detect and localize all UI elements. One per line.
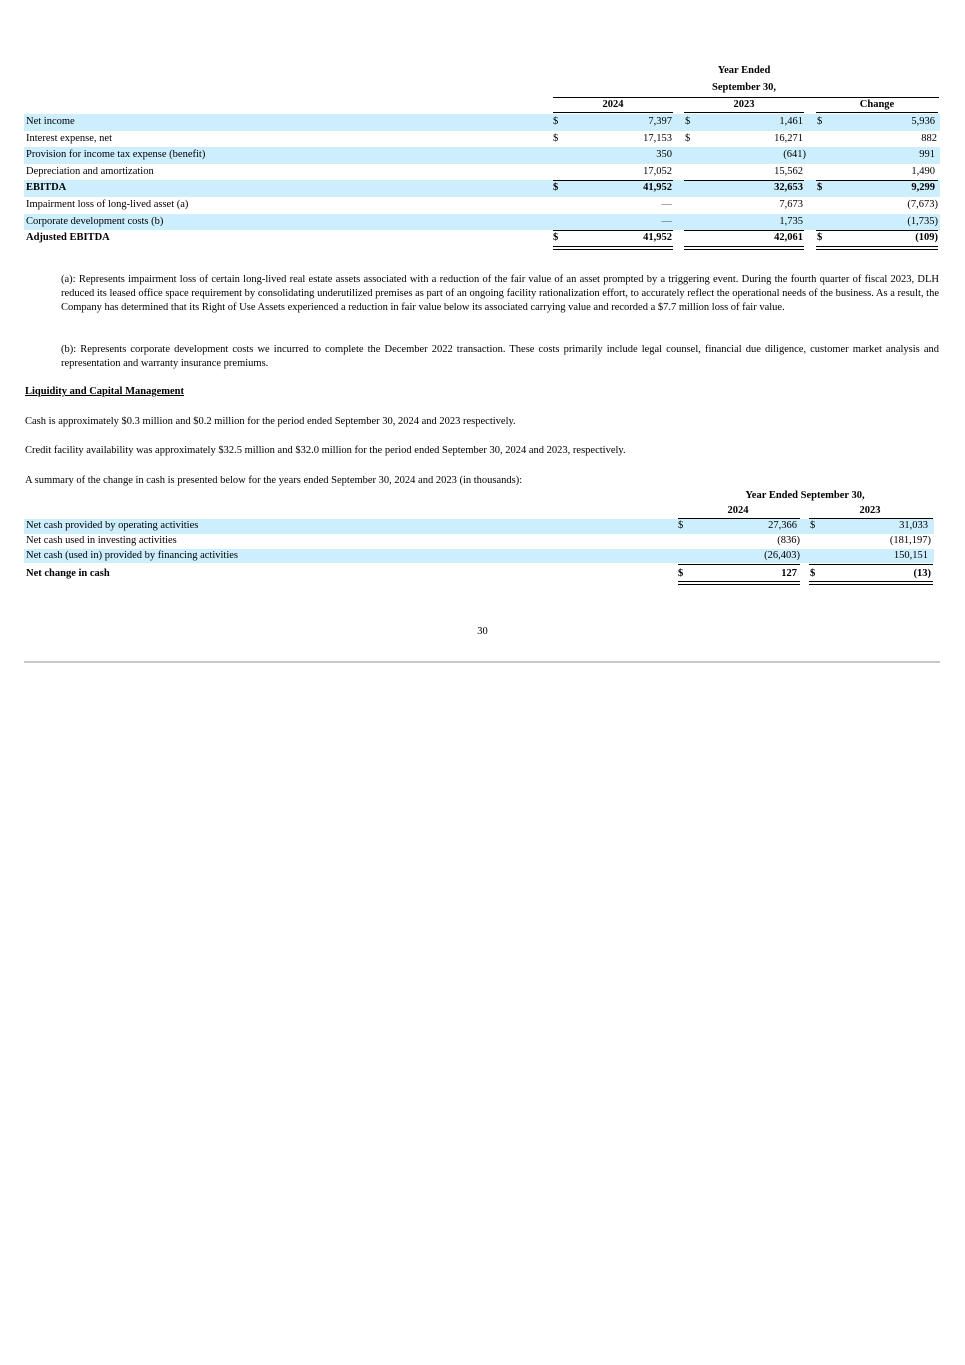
value-2024: 17,153	[643, 132, 672, 144]
value-2024: 127	[781, 568, 797, 580]
table-row	[24, 114, 940, 131]
currency-change: $	[817, 182, 823, 194]
value-2024: (26,403)	[764, 549, 800, 561]
currency-2024: $	[678, 520, 684, 531]
row-label: Net cash (used in) provided by financing activities	[26, 549, 238, 561]
value-2023: 32,653	[774, 182, 803, 194]
ebitda-col-rule-2024	[553, 112, 673, 113]
value-2024: (836)	[777, 534, 800, 546]
ebitda-header-year-ended: Year Ended	[717, 65, 771, 76]
currency-change: $	[817, 116, 823, 127]
table-row	[24, 230, 940, 247]
value-2024: 350	[656, 149, 672, 161]
row-label: Interest expense, net	[26, 132, 113, 144]
liquidity-heading: Liquidity and Capital Management	[25, 386, 184, 397]
value-2024: 41,952	[643, 232, 672, 244]
subtotal-rule	[684, 180, 804, 181]
value-change: (109)	[915, 232, 938, 244]
value-change: 5,936	[911, 116, 935, 127]
ebitda-col-rule-2023	[684, 112, 804, 113]
note-b: (b): Represents corporate development costs we incurred to complete the December 2022 transaction. These costs primarily include legal counsel, financial due diligence, customer market analysis and representation and warranty insurance premiums.	[61, 344, 939, 370]
value-change: 882	[921, 132, 937, 144]
subtotal-rule	[553, 230, 673, 231]
table-row	[24, 180, 940, 197]
value-2023: (641)	[783, 149, 806, 161]
ebitda-table	[24, 64, 940, 250]
table-row	[24, 534, 934, 549]
subtotal-rule	[553, 180, 673, 181]
ebitda-col-2024: 2024	[602, 99, 624, 110]
value-2023: 1,461	[779, 116, 803, 127]
table-row	[24, 164, 940, 181]
value-2023: 7,673	[779, 198, 803, 210]
value-change: 1,490	[911, 165, 935, 177]
row-label: Impairment loss of long-lived asset (a)	[26, 198, 189, 210]
value-2024: 17,052	[643, 165, 672, 177]
value-2024: —	[661, 215, 672, 227]
subtotal-rule	[678, 564, 800, 565]
value-2023: 1,735	[779, 215, 803, 227]
row-label: Net income	[26, 116, 75, 127]
value-2023: (181,197)	[889, 534, 931, 546]
ebitda-header-september: September 30,	[712, 82, 776, 93]
subtotal-rule	[809, 564, 933, 565]
cash-header-title: Year Ended September 30,	[745, 490, 865, 501]
value-change: 991	[919, 149, 935, 161]
row-label: Net change in cash	[26, 568, 110, 580]
value-2023: 16,271	[774, 132, 803, 144]
value-2024: —	[661, 198, 672, 210]
cash-text: Cash is approximately $0.3 million and $0.2 million for the period ended September 30, 2024 and 2023 respectively.	[25, 416, 516, 427]
value-change: 9,299	[911, 182, 935, 194]
subtotal-rule	[816, 230, 938, 231]
table-row	[24, 147, 940, 164]
credit-facility-text: Credit facility availability was approximately $32.5 million and $32.0 million for the period ended September 30, 2024 and 2023, respectively.	[25, 445, 626, 456]
row-label: Depreciation and amortization	[26, 165, 154, 177]
row-label: EBITDA	[26, 182, 67, 194]
total-double-rule	[553, 246, 673, 250]
cash-col-2023: 2023	[859, 505, 881, 516]
summary-text: A summary of the change in cash is presented below for the years ended September 30, 2024 and 2023 (in thousands):	[25, 475, 523, 486]
subtotal-rule	[816, 180, 938, 181]
ebitda-col-change: Change	[859, 99, 895, 110]
value-change: (1,735)	[907, 215, 938, 227]
ebitda-col-2023: 2023	[733, 99, 755, 110]
currency-2023: $	[685, 116, 691, 127]
page-number: 30	[477, 626, 488, 637]
cash-flow-table	[24, 489, 934, 589]
currency-2023: $	[810, 568, 816, 580]
page-divider	[24, 661, 940, 663]
total-double-rule	[809, 581, 933, 585]
table-row	[24, 214, 940, 231]
value-2024: 41,952	[643, 182, 672, 194]
table-row	[24, 549, 934, 564]
currency-2024: $	[553, 232, 559, 244]
currency-2023: $	[810, 520, 816, 531]
table-row	[24, 197, 940, 214]
total-double-rule	[684, 246, 804, 250]
value-2024: 27,366	[768, 520, 797, 531]
value-2023: 42,061	[774, 232, 803, 244]
cash-col-2024: 2024	[727, 505, 749, 516]
table-row	[24, 131, 940, 148]
currency-2024: $	[553, 132, 559, 144]
value-change: (7,673)	[907, 198, 938, 210]
value-2023: 15,562	[774, 165, 803, 177]
currency-2023: $	[685, 132, 691, 144]
subtotal-rule	[684, 230, 804, 231]
row-label: Corporate development costs (b)	[26, 215, 164, 227]
value-2023: 150,151	[893, 549, 928, 561]
currency-2024: $	[553, 182, 559, 194]
ebitda-header-rule	[553, 97, 939, 98]
row-label: Net cash provided by operating activities	[26, 520, 199, 531]
total-double-rule	[816, 246, 938, 250]
value-2024: 7,397	[648, 116, 672, 127]
row-label: Adjusted EBITDA	[26, 232, 110, 244]
value-2023: 31,033	[899, 520, 928, 531]
row-label: Provision for income tax expense (benefit)	[26, 149, 206, 161]
table-row	[24, 519, 934, 534]
currency-2024: $	[678, 568, 684, 580]
row-label: Net cash used in investing activities	[26, 534, 177, 546]
currency-2024: $	[553, 116, 559, 127]
currency-change: $	[817, 232, 823, 244]
ebitda-col-rule-change	[816, 112, 938, 113]
total-double-rule	[678, 581, 800, 585]
value-2023: (13)	[913, 568, 931, 580]
note-a: (a): Represents impairment loss of certain long-lived real estate assets associated with a reduction of the fair value of an asset prompted by a triggering event. During the fourth quarter of fiscal 2023, DLH reduced its leased office space requirement by consolidating underutilized premises as part of an ongoing facility rationalization effort, to accurately reflect the operational needs of the business. As a result, the Company has determined that its Right of Use Assets experienced a reduction in fair value below its associated carrying value and recorded a $7.7 million loss of fair value.	[61, 274, 939, 314]
